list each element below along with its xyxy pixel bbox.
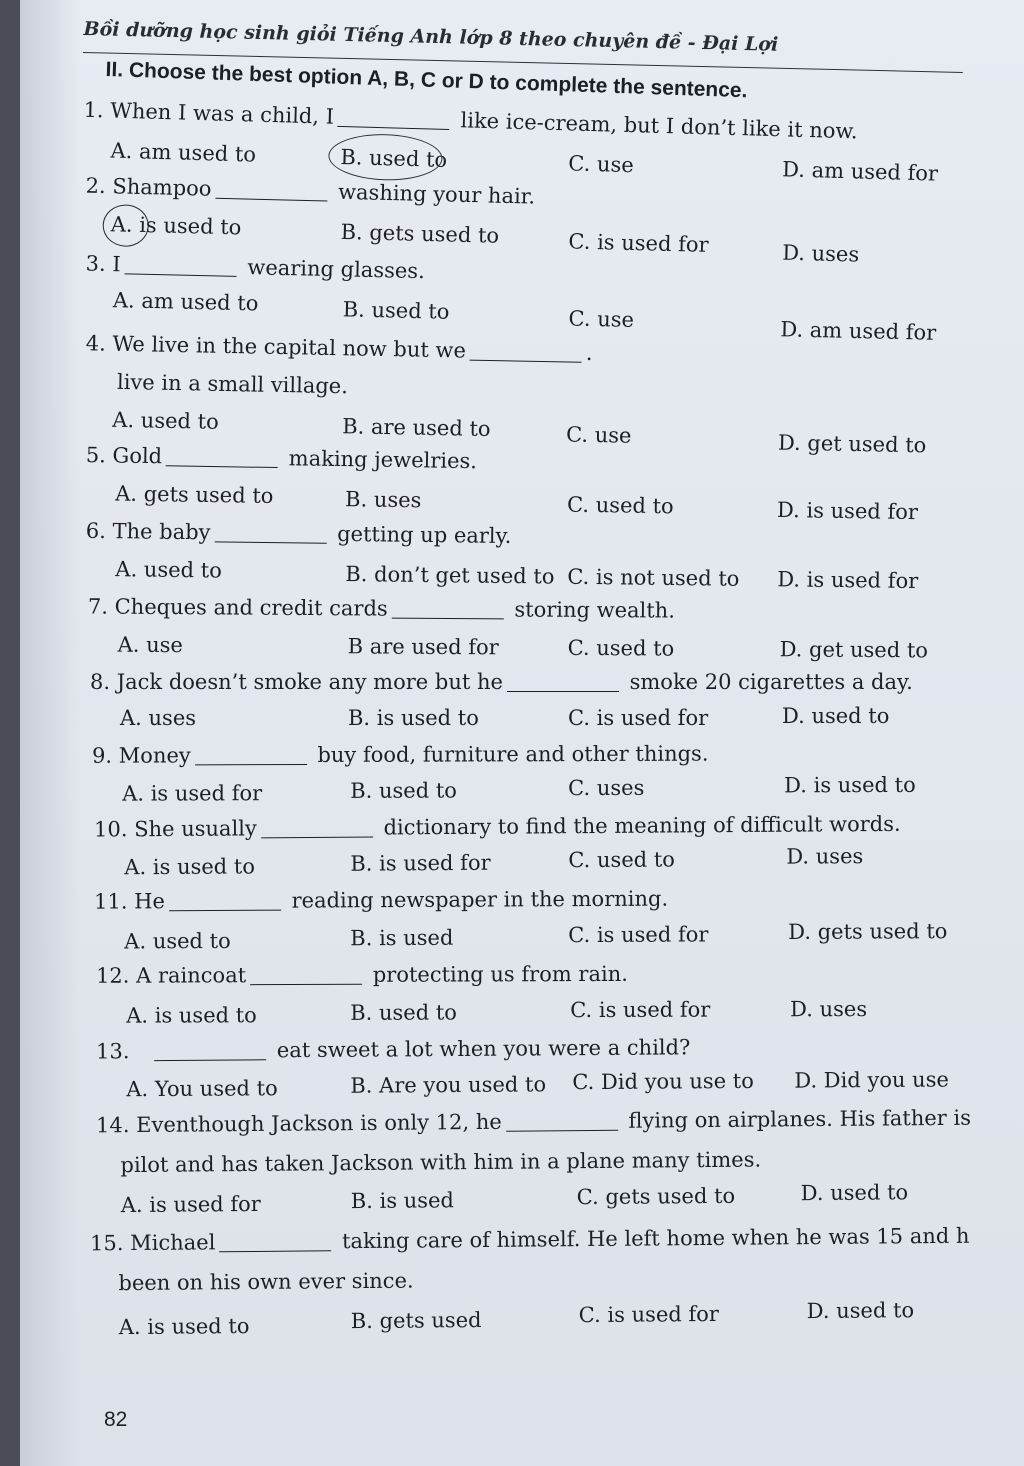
question-number: 12.	[95, 963, 130, 988]
question-text-before: Cheques and credit cards	[114, 594, 388, 621]
question-text-after: smoke 20 cigarettes a day.	[629, 670, 913, 694]
question-12	[20, 961, 1020, 1028]
answer-blank[interactable]	[470, 339, 582, 363]
option-a[interactable]: A. You used to	[126, 1076, 278, 1102]
option-a[interactable]: A. am used to	[112, 288, 259, 316]
answer-blank[interactable]	[261, 816, 373, 839]
option-c[interactable]: C. is not used to	[567, 564, 740, 591]
answer-blank[interactable]	[215, 177, 328, 202]
option-d[interactable]: D. am used for	[780, 317, 937, 345]
option-c[interactable]: C. used to	[568, 847, 675, 873]
option-b[interactable]: B. Are you used to	[350, 1072, 547, 1098]
option-b[interactable]: B. are used to	[341, 414, 491, 442]
question-text-before: Jack doesn’t smoke any more but he	[116, 670, 503, 694]
option-c[interactable]: C. used to	[566, 492, 674, 519]
question-text-after: like ice-cream, but I don’t like it now.	[460, 108, 858, 144]
option-a[interactable]: A. used to	[115, 557, 222, 583]
option-b[interactable]: B are used for	[347, 634, 499, 660]
question-text-after: wearing glasses.	[247, 255, 426, 284]
option-d[interactable]: D. get used to	[779, 637, 929, 663]
option-c[interactable]: C. Did you use to	[572, 1068, 754, 1095]
question-text-before: I	[112, 252, 122, 277]
question-text-before: When I was a child, I	[110, 98, 335, 129]
option-b[interactable]: B. don’t get used to	[345, 561, 555, 589]
answer-blank[interactable]	[214, 520, 326, 543]
option-c[interactable]: C. used to	[567, 635, 675, 661]
option-a[interactable]: A. is used to	[126, 1003, 257, 1028]
question-text-before: Money	[118, 743, 191, 768]
option-c[interactable]: C. is used for	[568, 922, 709, 948]
option-a[interactable]: A. is used to	[118, 1314, 250, 1340]
option-d[interactable]: D. Did you use	[794, 1067, 949, 1093]
question-1	[20, 96, 1020, 186]
question-13	[20, 1033, 1020, 1102]
question-text-before: We live in the capital now but we	[112, 331, 467, 363]
question-number: 13.	[95, 1039, 130, 1064]
answer-blank[interactable]	[125, 252, 237, 277]
option-a[interactable]: A. gets used to	[115, 481, 274, 508]
option-d[interactable]: D. is used for	[776, 497, 919, 525]
question-text-after: getting up early.	[337, 521, 512, 549]
option-b[interactable]: B. used to	[340, 144, 448, 172]
question-number: 4.	[85, 331, 107, 356]
option-c[interactable]: C. use	[567, 151, 635, 178]
worksheet-page	[20, 0, 1024, 1466]
option-b[interactable]: B. used to	[342, 297, 450, 324]
question-number: 2.	[85, 173, 107, 199]
option-d[interactable]: D. is used for	[777, 567, 919, 593]
question-3	[20, 250, 1020, 345]
header-title: Bồi dưỡng học sinh giỏi Tiếng Anh lớp 8 theo chuyên đề - Đại Lợi	[83, 17, 779, 56]
option-b[interactable]: B. is used	[350, 925, 454, 951]
answer-blank[interactable]	[392, 597, 504, 620]
question-text-after: protecting us from rain.	[372, 961, 628, 987]
question-number: 7.	[87, 594, 109, 619]
option-b[interactable]: B. is used	[350, 1188, 454, 1214]
option-d[interactable]: D. uses	[786, 844, 864, 869]
option-d[interactable]: D. gets used to	[788, 919, 948, 944]
question-text-after: flying on airplanes. His father is	[628, 1105, 972, 1133]
answer-blank[interactable]	[195, 743, 307, 765]
question-number: 3.	[85, 251, 107, 276]
option-d[interactable]: D. uses	[790, 997, 868, 1022]
question-number: 15.	[89, 1231, 124, 1256]
answer-blank[interactable]	[338, 105, 451, 130]
question-text-line2: been on his own ever since.	[118, 1268, 414, 1296]
question-number: 8.	[90, 670, 111, 694]
question-text-after: washing your hair.	[337, 179, 536, 209]
section-title: II. Choose the best option A, B, C or D to complete the sentence.	[105, 58, 748, 103]
option-a[interactable]: A. used to	[124, 928, 231, 954]
question-14	[20, 1105, 1020, 1218]
question-text-before: Eventhough Jackson is only 12, he	[136, 1109, 502, 1137]
option-c[interactable]: C. uses	[568, 775, 645, 801]
option-c[interactable]: C. is used for	[568, 706, 709, 730]
option-a[interactable]: A. uses	[120, 706, 197, 730]
option-d[interactable]: D. used to	[806, 1298, 915, 1324]
answer-blank[interactable]	[507, 670, 619, 692]
option-c[interactable]: C. is used for	[568, 229, 709, 257]
option-b[interactable]: B. uses	[344, 487, 422, 513]
question-text-before: A raincoat	[136, 963, 247, 988]
answer-blank[interactable]	[154, 1038, 266, 1061]
option-d[interactable]: D. used to	[782, 704, 890, 728]
question-text-before: He	[134, 889, 165, 914]
question-number: 11.	[93, 889, 128, 914]
question-text-after: eat sweet a lot when you were a child?	[276, 1035, 691, 1063]
option-c[interactable]: C. is used for	[578, 1301, 719, 1328]
question-number: 5.	[85, 443, 107, 468]
option-d[interactable]: D. is used to	[784, 772, 916, 798]
answer-blank[interactable]	[219, 1229, 331, 1252]
option-c[interactable]: C. use	[568, 306, 635, 332]
option-a[interactable]: A. is used to	[110, 212, 242, 240]
question-text-before: The baby	[112, 519, 211, 545]
answer-blank[interactable]	[169, 889, 281, 912]
option-c[interactable]: C. use	[565, 422, 632, 448]
option-a[interactable]: A. use	[117, 632, 183, 658]
question-text-before: Shampoo	[112, 174, 212, 201]
question-text-before: She usually	[134, 816, 257, 842]
option-a[interactable]: A. is used for	[120, 1191, 261, 1218]
option-d[interactable]: D. uses	[781, 240, 860, 267]
answer-blank[interactable]	[166, 444, 278, 468]
question-15	[20, 1223, 1020, 1340]
option-d[interactable]: D. am used for	[781, 157, 939, 186]
option-d[interactable]: D. used to	[800, 1180, 909, 1206]
option-b[interactable]: B. is used to	[348, 706, 479, 730]
question-number: 10.	[93, 817, 128, 842]
page-number: 82	[104, 1408, 128, 1431]
option-b[interactable]: B. is used for	[350, 850, 491, 876]
question-number: 6.	[85, 518, 107, 544]
question-11	[20, 885, 1020, 954]
question-number: 14.	[95, 1113, 130, 1138]
option-a[interactable]: A. am used to	[110, 138, 257, 167]
question-7	[20, 594, 1020, 663]
option-b[interactable]: B. gets used to	[340, 219, 500, 248]
question-text-line2: pilot and has taken Jackson with him in a plane many times.	[120, 1147, 762, 1178]
option-c[interactable]: C. gets used to	[576, 1183, 736, 1210]
question-number: 9.	[91, 743, 113, 768]
option-b[interactable]: B. gets used	[350, 1307, 482, 1334]
question-text-before: Gold	[112, 443, 163, 469]
option-b[interactable]: B. used to	[350, 778, 457, 803]
question-text-after: .	[585, 340, 593, 365]
question-number: 1.	[83, 97, 105, 123]
option-b[interactable]: B. used to	[350, 1000, 457, 1025]
question-text-after: storing wealth.	[514, 597, 676, 623]
page-shadow	[20, 0, 80, 1466]
answer-blank[interactable]	[506, 1109, 618, 1132]
option-c[interactable]: C. is used for	[570, 997, 711, 1023]
question-text-line2: live in a small village.	[116, 369, 349, 399]
option-a[interactable]: A. used to	[112, 407, 219, 434]
question-text-after: reading newspaper in the morning.	[291, 886, 669, 913]
option-a[interactable]: A. is used for	[122, 781, 263, 806]
answer-blank[interactable]	[250, 963, 362, 985]
question-text-after: making jewelries.	[288, 446, 478, 474]
question-10	[20, 811, 1020, 880]
question-text-after: taking care of himself. He left home when he was 15 and h	[341, 1223, 970, 1254]
option-d[interactable]: D. get used to	[777, 430, 927, 458]
question-9	[20, 741, 1020, 806]
question-text-after: dictionary to find the meaning of difficult words.	[383, 811, 901, 840]
question-text-after: buy food, furniture and other things.	[317, 741, 709, 767]
question-text-before: Michael	[130, 1230, 216, 1256]
option-a[interactable]: A. is used to	[124, 854, 256, 880]
answer-circle-mark	[328, 133, 443, 182]
